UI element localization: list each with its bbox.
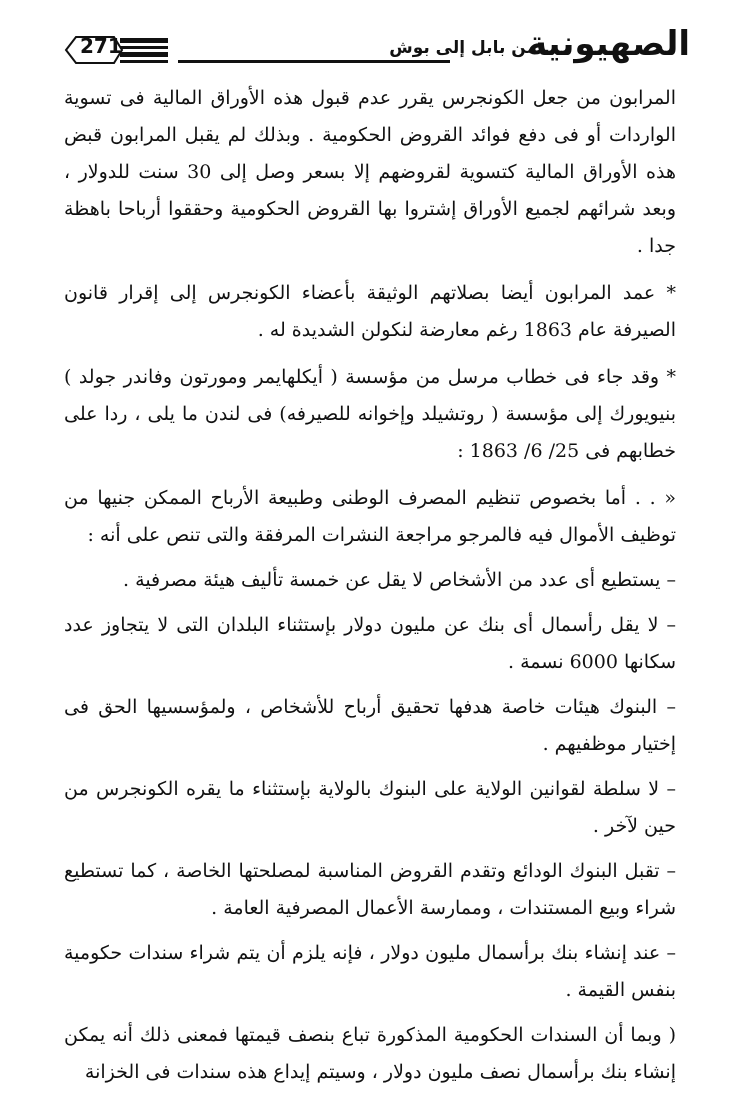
paragraph-2: * عمد المرابون أيضا بصلاتهم الوثيقة بأعضاء الكونجرس إلى إقرار قانون الصيرفة عام 1863 رغم معارضة لنكولن الشديدة له . xyxy=(64,282,676,341)
list-item-2: – لا يقل رأسمال أى بنك عن مليون دولار بإستثناء البلدان التى لا يتجاوز عدد سكانها 6000 نسمة . xyxy=(64,614,676,673)
list-item-1: – يستطيع أى عدد من الأشخاص لا يقل عن خمسة تأليف هيئة مصرفية . xyxy=(123,569,676,591)
paragraph-3: * وقد جاء فى خطاب مرسل من مؤسسة ( أيكلهايمر ومورتون وفاندر جولد ) بنيويورك إلى مؤسسة ( روتشيلد وإخوانه للصيرفه) فى لندن ما يلى ، ردا على خطابهم فى 25/ 6/ 1863 : xyxy=(64,366,676,462)
paragraph-1: المرابون من جعل الكونجرس يقرر عدم قبول هذه الأوراق المالية فى تسوية الواردات أو فى دفع فوائد القروض الحكومية . وبذلك لم يقبل المرابون قبض هذه الأوراق المالية كتسوية لقروضهم إلا بسعر وصل إلى 30 سنت للدولار ، وبعد شرائهم لجميع الأوراق إشتروا بها القروض الحكومية وحققوا أرباحا باهظة جدا . xyxy=(64,87,676,257)
page-number: 271 xyxy=(80,34,122,58)
list-item-5: – تقبل البنوك الودائع وتقدم القروض المناسبة لمصلحتها الخاصة ، كما تستطيع شراء وبيع المستندات ، وممارسة الأعمال المصرفية العامة . xyxy=(64,860,676,919)
list-item-4: – لا سلطة لقوانين الولاية على البنوك بالولاية بإستثناء ما يقره الكونجرس من حين لآخر . xyxy=(64,778,676,837)
book-title: الصهيونية xyxy=(527,24,690,64)
paragraph-5: ( وبما أن السندات الحكومية المذكورة تباع بنصف قيمتها فمعنى ذلك أنه يمكن إنشاء بنك برأسمال نصف مليون دولار ، وسيتم إيداع هذه سندات فى الخزانة xyxy=(64,1024,676,1083)
list-item-3: – البنوك هيئات خاصة هدفها تحقيق أرباح للأشخاص ، ولمؤسسيها الحق فى إختيار موظفيهم . xyxy=(64,696,676,755)
list-item-6: – عند إنشاء بنك برأسمال مليون دولار ، فإنه يلزم أن يتم شراء سندات حكومية بنفس القيمة . xyxy=(64,942,676,1001)
page-body xyxy=(64,80,676,1101)
header-rule xyxy=(178,60,450,63)
book-subtitle: ..من بابل إلى بوش xyxy=(389,38,550,58)
paragraph-4: « . . أما بخصوص تنظيم المصرف الوطنى وطبيعة الأرباح الممكن جنيها من توظيف الأموال فيه فالمرجو مراجعة النشرات المرفقة والتى تنص على أنه : xyxy=(64,487,676,546)
page-header xyxy=(60,24,690,70)
